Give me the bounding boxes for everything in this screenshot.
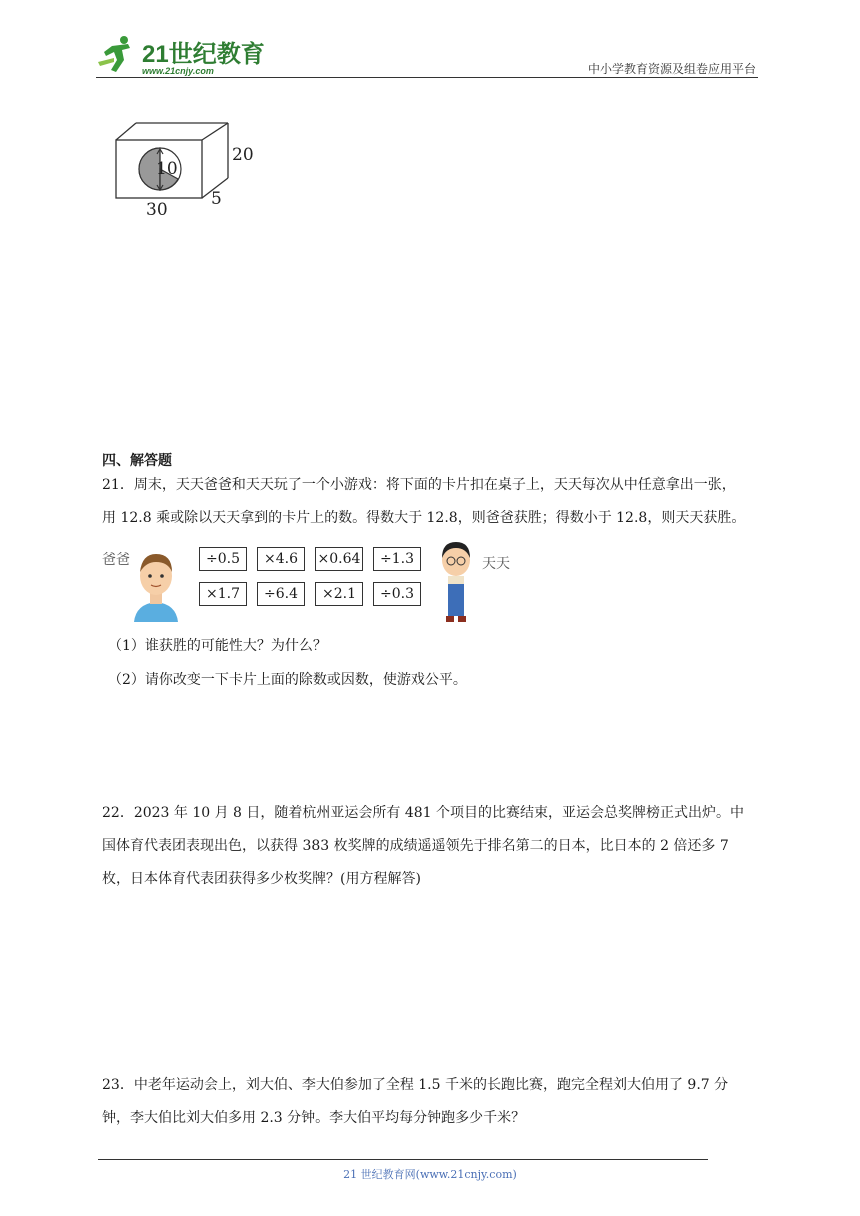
q21-line-1: 21．周末，天天爸爸和天天玩了一个小游戏：将下面的卡片扣在桌子上，天天每次从中任意拿出一张， [102,477,736,493]
svg-text:30: 30 [146,200,168,220]
card: ÷6.4 [257,582,305,606]
kid-label: 天天 [482,556,510,572]
q21-sub-2: （2）请你改变一下卡片上面的除数或因数，使游戏公平。 [108,672,467,688]
card: ×1.7 [199,582,247,606]
platform-name: 中小学教育资源及组卷应用平台 [587,62,756,76]
footer-text[interactable]: 21 世纪教育网(www.21cnjy.com) [343,1168,517,1181]
site-logo [94,32,264,78]
svg-text:10: 10 [156,159,178,179]
svg-text:20: 20 [232,145,254,165]
q21-sub-1: （1）谁获胜的可能性大？为什么？ [108,638,327,654]
footer-divider [98,1159,708,1160]
q22-line-3: 枚，日本体育代表团获得多少枚奖牌？(用方程解答) [102,871,421,887]
section-title: 四、解答题 [102,453,172,469]
dad-illustration [130,548,182,626]
svg-text:21世纪教育: 21世纪教育 [142,41,264,68]
q22-line-2: 国体育代表团表现出色，以获得 383 枚奖牌的成绩遥遥领先于排名第二的日本，比日本的 2 倍还多 7 [102,838,729,854]
dad-label: 爸爸 [102,552,130,568]
cuboid-figure [108,118,268,222]
q22-line-1: 22．2023 年 10 月 8 日，随着杭州亚运会所有 481 个项目的比赛结束，亚运会总奖牌榜正式出炉。中 [102,805,745,821]
card-grid [199,547,425,609]
q22-text [102,797,762,896]
card: ×2.1 [315,582,363,606]
q21-line-2: 用 12.8 乘或除以天天拿到的卡片上的数。得数大于 12.8，则爸爸获胜；得数小于 12.8，则天天获胜。 [102,510,746,526]
svg-text:www.21cnjy.com: www.21cnjy.com [142,66,214,76]
runner-icon [98,36,130,72]
card: ÷0.3 [373,582,421,606]
q23-text [102,1069,762,1135]
q21-text [102,469,762,535]
svg-text:5: 5 [211,189,222,209]
q23-line-1: 23．中老年运动会上，刘大伯、李大伯参加了全程 1.5 千米的长跑比赛，跑完全程刘大伯用了 9.7 分 [102,1077,729,1093]
card: ×0.64 [315,547,363,571]
kid-illustration [436,540,476,628]
card: ×4.6 [257,547,305,571]
card: ÷1.3 [373,547,421,571]
q23-line-2: 钟，李大伯比刘大伯多用 2.3 分钟。李大伯平均每分钟跑多少千米？ [102,1110,526,1126]
header-divider [96,77,758,78]
card: ÷0.5 [199,547,247,571]
